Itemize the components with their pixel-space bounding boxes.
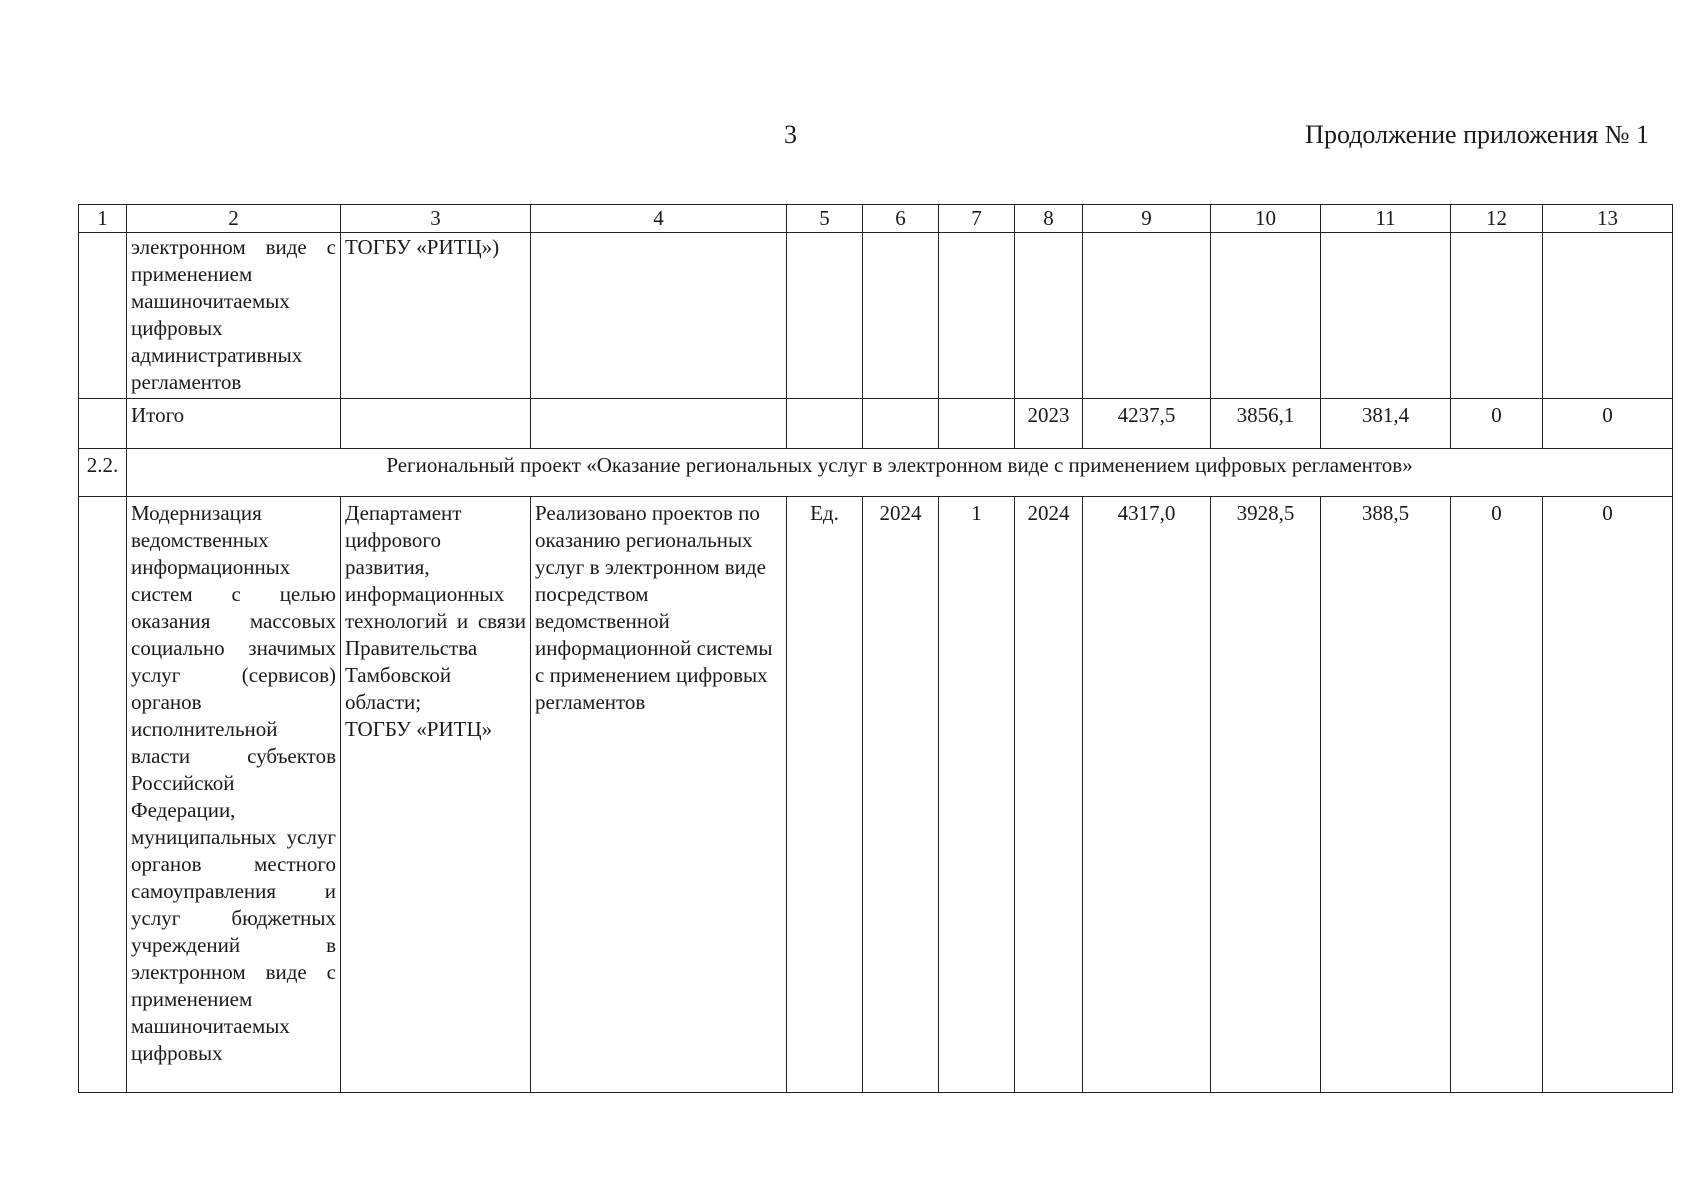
column-header: 8 [1015,205,1083,233]
target-value-cell: 1 [939,497,1015,1093]
table-cell-empty [1083,233,1211,399]
column-header: 6 [863,205,939,233]
total-regional-budget: 381,4 [1321,399,1451,449]
total-other-sources: 0 [1543,399,1673,449]
column-header: 9 [1083,205,1211,233]
event-name-cell: Модернизация ведомственных информационных систем с целью оказания массовых социально значимых услуг (сервисов) органов исполнительной власти субъектов Российской Федерации, муниципальных услуг органов местного самоуправления и услуг бюджетных учреждений в электронном виде с применением машиночитаемых цифровых [127,497,341,1093]
table-cell-empty [79,399,127,449]
table-cell-empty [863,399,939,449]
column-header: 13 [1543,205,1673,233]
table-cell-empty [787,233,863,399]
federal-budget-cell: 3928,5 [1211,497,1321,1093]
funding-year-cell: 2024 [1015,497,1083,1093]
total-local-budget: 0 [1451,399,1543,449]
other-sources-cell: 0 [1543,497,1673,1093]
total-federal-budget: 3856,1 [1211,399,1321,449]
page-number: 3 [784,120,797,149]
table-cell-empty [1543,233,1673,399]
table-row-continued-event [79,233,1673,399]
table-row-section [79,449,1673,497]
table-cell-empty [939,233,1015,399]
total-label: Итого [127,399,341,449]
table-row-event [79,497,1673,1093]
column-header: 7 [939,205,1015,233]
table-cell-empty [863,233,939,399]
total-amount: 4237,5 [1083,399,1211,449]
column-header: 4 [531,205,787,233]
table-cell-empty [79,497,127,1093]
column-header: 1 [79,205,127,233]
column-number-row [79,205,1673,233]
table-cell-empty [531,399,787,449]
regional-budget-cell: 388,5 [1321,497,1451,1093]
table-cell-empty [341,399,531,449]
section-title: Региональный проект «Оказание региональных услуг в электронном виде с применением цифровых регламентов» [127,449,1673,497]
appendix-table [78,204,1673,1093]
table-cell-empty [1451,233,1543,399]
target-year-cell: 2024 [863,497,939,1093]
table-row-total [79,399,1673,449]
unit-cell: Ед. [787,497,863,1093]
column-header: 2 [127,205,341,233]
table-cell-empty [1211,233,1321,399]
table-cell-empty [1321,233,1451,399]
column-header: 3 [341,205,531,233]
column-header: 11 [1321,205,1451,233]
funding-total-cell: 4317,0 [1083,497,1211,1093]
table-cell-empty [787,399,863,449]
table-cell-empty [79,233,127,399]
event-name-cell: электронном виде с применением машиночитаемых цифровых административных регламентов [127,233,341,399]
column-header: 5 [787,205,863,233]
result-indicator-cell: Реализовано проектов по оказанию региональных услуг в электронном виде посредством ведомственной информационной системы с применением цифровых регламентов [531,497,787,1093]
table-cell-empty [939,399,1015,449]
table-cell-empty [531,233,787,399]
local-budget-cell: 0 [1451,497,1543,1093]
responsible-cell: ТОГБУ «РИТЦ») [341,233,531,399]
total-year: 2023 [1015,399,1083,449]
appendix-continuation-note: Продолжение приложения № 1 [1305,120,1649,149]
section-number: 2.2. [79,449,127,497]
column-header: 10 [1211,205,1321,233]
column-header: 12 [1451,205,1543,233]
responsible-cell: Департамент цифрового развития, информационных технологий и связи Правительства Тамбовской области; ТОГБУ «РИТЦ» [341,497,531,1093]
table-cell-empty [1015,233,1083,399]
